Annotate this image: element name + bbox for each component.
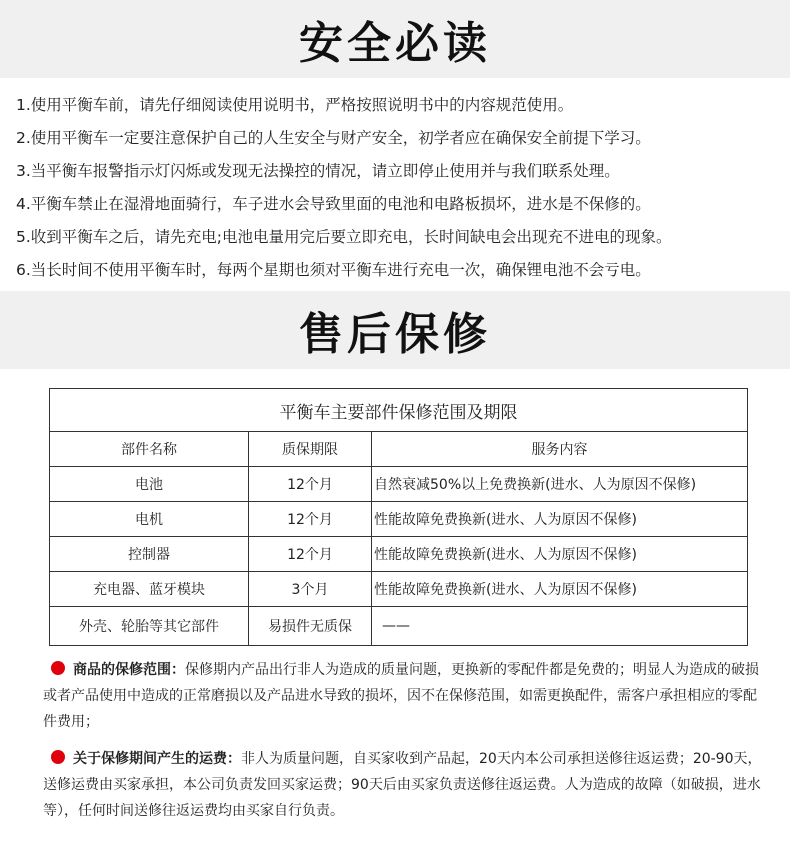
service-content: 性能故障免费换新(进水、人为原因不保修) bbox=[372, 572, 748, 607]
warranty-period: 12个月 bbox=[249, 467, 372, 502]
red-bullet-icon bbox=[51, 750, 65, 764]
safety-rule: 5.收到平衡车之后，请先充电;电池电量用完后要立即充电，长时间缺电会出现充不进电的现象。 bbox=[16, 228, 672, 246]
service-content: 性能故障免费换新(进水、人为原因不保修) bbox=[372, 502, 748, 537]
note-lead: 商品的保修范围： bbox=[73, 662, 185, 678]
table-row bbox=[50, 537, 748, 572]
table-row bbox=[50, 572, 748, 607]
safety-title: 安全必读 bbox=[299, 18, 491, 69]
note-text: 非人为质量问题，自买家收到产品起，20天内本公司承担送修往返运费；20-90天，送修运费由买家承担，本公司负责发回买家运费；90天后由买家负责送修往返运费。人为造成的故障（如破损，进水等），任何时间送修往返运费均由买家自行负责。 bbox=[43, 751, 762, 819]
part-name: 充电器、蓝牙模块 bbox=[50, 572, 249, 607]
warranty-period: 12个月 bbox=[249, 502, 372, 537]
safety-rule: 4.平衡车禁止在湿滑地面骑行，车子进水会导致里面的电池和电路板损坏，进水是不保修的。 bbox=[16, 195, 651, 213]
service-content: —— bbox=[372, 607, 748, 646]
safety-banner bbox=[0, 0, 790, 78]
table-row bbox=[50, 467, 748, 502]
safety-rule: 1.使用平衡车前，请先仔细阅读使用说明书，严格按照说明书中的内容规范使用。 bbox=[16, 96, 574, 114]
part-name: 控制器 bbox=[50, 537, 249, 572]
warranty-scope-note bbox=[43, 657, 763, 735]
service-content: 自然衰减50%以上免费换新(进水、人为原因不保修) bbox=[372, 467, 748, 502]
warranty-period: 3个月 bbox=[249, 572, 372, 607]
red-bullet-icon bbox=[51, 661, 65, 675]
warranty-title: 售后保修 bbox=[299, 309, 491, 360]
column-header-service: 服务内容 bbox=[372, 432, 748, 467]
column-header-part: 部件名称 bbox=[50, 432, 249, 467]
part-name: 电池 bbox=[50, 467, 249, 502]
safety-rule: 3.当平衡车报警指示灯闪烁或发现无法操控的情况，请立即停止使用并与我们联系处理。 bbox=[16, 162, 620, 180]
note-lead: 关于保修期间产生的运费： bbox=[73, 751, 241, 767]
table-caption: 平衡车主要部件保修范围及期限 bbox=[50, 389, 748, 432]
warranty-period: 易损件无质保 bbox=[249, 607, 372, 646]
warranty-period: 12个月 bbox=[249, 537, 372, 572]
safety-rule: 6.当长时间不使用平衡车时，每两个星期也须对平衡车进行充电一次，确保锂电池不会亏电。 bbox=[16, 261, 651, 279]
part-name: 电机 bbox=[50, 502, 249, 537]
part-name: 外壳、轮胎等其它部件 bbox=[50, 607, 249, 646]
safety-rule: 2.使用平衡车一定要注意保护自己的人生安全与财产安全，初学者应在确保安全前提下学习。 bbox=[16, 129, 651, 147]
warranty-table bbox=[49, 388, 748, 646]
table-row bbox=[50, 607, 748, 646]
shipping-fee-note bbox=[43, 746, 763, 824]
warranty-banner bbox=[0, 291, 790, 369]
service-content: 性能故障免费换新(进水、人为原因不保修) bbox=[372, 537, 748, 572]
note-text: 保修期内产品出行非人为造成的质量问题，更换新的零配件都是免费的；明显人为造成的破损或者产品使用中造成的正常磨损以及产品进水导致的损坏，因不在保修范围，如需更换配件，需客户承担相应的零配件费用； bbox=[43, 662, 759, 730]
table-header-row bbox=[50, 432, 748, 467]
column-header-period: 质保期限 bbox=[249, 432, 372, 467]
safety-rules-list bbox=[16, 90, 786, 288]
table-row bbox=[50, 502, 748, 537]
